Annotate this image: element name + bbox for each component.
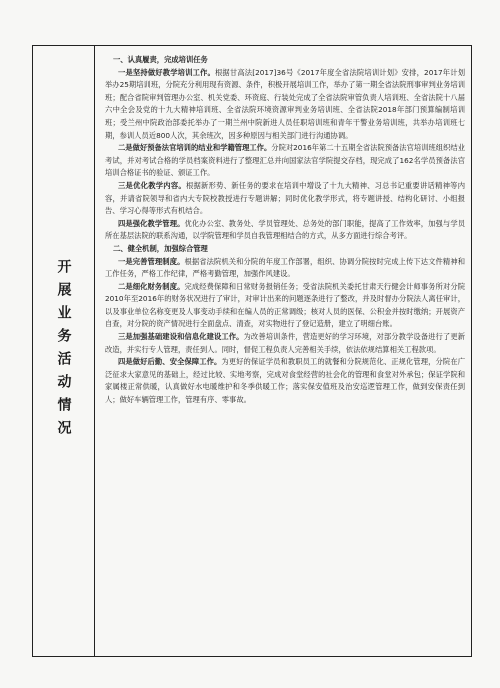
paragraph-text: 为更好的保证学员和教职员工的就餐和分院规范化、正规化管理，分院在广泛征求大家意见的基础上，经过比较、实地考察，完成对食堂经营的社会化的管理和食堂对外承包；保证学院和家属楼正常供暖，认真做好水电暖维护和冬季供暖工作；落实保安值班及治安巡逻管理工作，做到安保责任到人；做好车辆管理工作，管理有序、零事故。	[105, 357, 466, 405]
paragraph-lead: 一是坚持做好教学培训工作。	[118, 67, 215, 77]
paragraph-text: 根据甘高法[2017]36号《2017年度全省法院培训计划》安排，2017年计划举办25期培训班，分院充分利用现有资源、条件，积极开展培训工作，举办了第一期全省法院刑事审判业务培训班；配合省院审判管理办公室、机关党委、环资庭、行装处完成了全省法院审管负责人培训班、全省法院十八届六中全会及党的十九大精神培训班、全省法院环境资源审判业务培训班、全省法院2018年部门预算编制培训班；受兰州中院政治部委托举办了一期兰州中院新进人员任职培训班和青年干警业务培训班，共举办培训班七期，参训人员近800人次，其余班次，因多种原因与相关部门进行沟通协调。	[105, 67, 465, 140]
paragraph-text: 根据省法院机关和分院的年度工作部署，组织、协调分院按时完成上传下达文件精神和工作任务，严格工作纪律，严格考勤管理，加强作风建设。	[105, 256, 466, 279]
paragraph-text: 优化办公室、教务处、学员管理处、总务处的部门职能，提高了工作效率，加强与学员所在基层法院的联系沟通，以学院管理和学员自我管理相结合的方式，从多方面进行综合考评。	[105, 218, 466, 241]
content-column	[95, 46, 471, 656]
paragraph-text: 分院对2016年第二十五期全省法院预备法官培训班组织结业考试，并对考试合格的学员档案资料进行了整理汇总并向国家法官学院提交存档，现完成了162名学员预备法官培训合格证书的验证、颁证工作。	[105, 143, 465, 178]
paragraph-lead: 三是优化教学内容。	[118, 180, 186, 190]
paragraph-text: 为改善培训条件，营造更好的学习环境，对部分教学设备进行了更新改造，并实行专人管理，责任到人。同时，督促工程负责人完善相关手续，依法依规结算相关工程款项。	[105, 332, 466, 354]
paragraph	[105, 180, 465, 218]
paragraph-lead: 四是强化教学管理。	[118, 218, 185, 228]
paragraph	[105, 331, 465, 356]
section-label: 开展业务活动情况	[55, 259, 72, 443]
paragraph	[105, 67, 465, 143]
paragraph	[105, 256, 465, 281]
label-column	[33, 46, 95, 656]
paragraph-lead: 一是完善管理制度。	[118, 256, 185, 266]
paragraph	[105, 281, 465, 331]
paragraph-lead: 二是做好预备法官培训的结业和学籍管理工作。	[118, 143, 272, 153]
paragraph-text: 根据新形势、新任务的要求在培训中增设了十九大精神、习总书记重要讲话精神等内容，并请省院领导和省内大专院校教授进行专题讲解；同时优化教学形式，将专题讲授、结构化研讨、小组报告、学习心得等形式有机结合。	[105, 180, 466, 216]
paragraph	[105, 142, 465, 180]
paragraph-lead: 二是细化财务制度。	[118, 281, 185, 291]
paragraph-text: 完成经费保障和日常财务报销任务；受省法院机关委托甘肃天行健会计师事务所对分院2010年至2016年的财务状况进行了审计，对审计出来的问题逐条进行了整改，并及时督办分院法人离任审计，以及事业单位名称变更及人事变动手续和在编人员的正常调级；核对人员的医保、公积金并按时缴纳；开展资产自查，对分院的资产情况进行全面盘点、清查，对实物进行了登记造册，建立了明细台账。	[105, 281, 466, 329]
section-heading: 二、健全机制，加强综合管理	[113, 243, 208, 253]
paragraph-lead: 四是做好后勤、安全保障工作。	[118, 357, 222, 367]
paragraph	[105, 356, 465, 406]
section-heading: 一、认真履责，完成培训任务	[113, 55, 208, 64]
paragraph-lead: 三是加强基础建设和信息化建设工作。	[118, 332, 244, 342]
report-form-table	[32, 45, 472, 657]
paragraph	[105, 218, 465, 243]
